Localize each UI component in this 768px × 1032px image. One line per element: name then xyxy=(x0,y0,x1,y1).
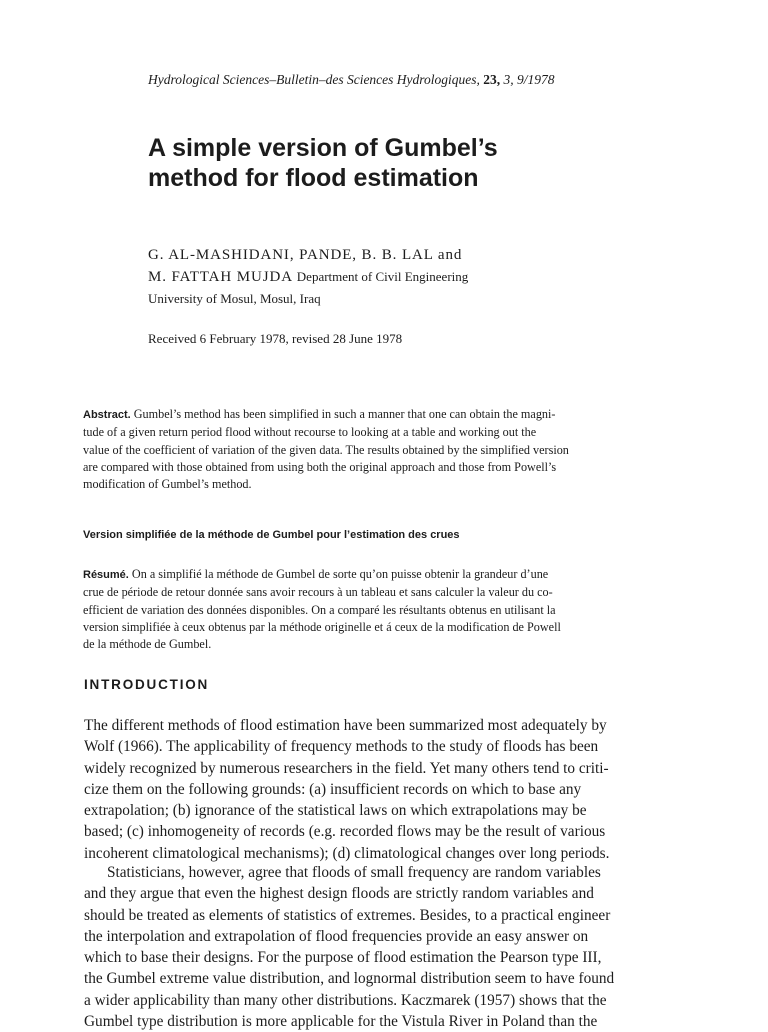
body-line: a wider applicability than many other distributions. Kaczmarek (1957) shows that the xyxy=(84,991,607,1009)
received-date: Received 6 February 1978, revised 28 June 1978 xyxy=(148,331,403,346)
paragraph-1 xyxy=(84,715,698,864)
section-heading: INTRODUCTION xyxy=(84,677,210,692)
department: Department of Civil Engineering xyxy=(296,269,469,284)
resume-line: crue de période de retour donnée sans avoir recours à un tableau et sans calculer la valeur du co- xyxy=(83,585,553,600)
abstract xyxy=(83,406,697,493)
journal-name: Hydrological Sciences–Bulletin–des Sciences Hydrologiques, xyxy=(148,72,480,87)
abstract-label: Abstract. xyxy=(83,409,131,421)
body-line: the Gumbel extreme value distribution, and lognormal distribution seem to have found xyxy=(84,970,615,988)
body-line: based; (c) inhomogeneity of records (e.g. recorded flows may be the result of various xyxy=(84,823,606,841)
resume-line: efficient de variation des données disponibles. On a comparé les résultants obtenus en utilisant la xyxy=(83,602,556,617)
abstract-line: Gumbel’s method has been simplified in such a manner that one can obtain the magni- xyxy=(133,407,556,421)
abstract-line: are compared with those obtained from using both the original approach and those from Powell’s xyxy=(83,459,557,474)
body-line: widely recognized by numerous researchers in the field. Yet many others tend to criti- xyxy=(84,759,609,777)
author-name: M. FATTAH MUJDA xyxy=(148,269,293,285)
resume-line: On a simplifié la méthode de Gumbel de sorte qu’on puisse obtenir la grandeur d’une xyxy=(131,567,549,581)
journal-citation xyxy=(148,72,555,88)
body-line: The different methods of flood estimation have been summarized most adequately by xyxy=(84,717,607,734)
body-line: which to base their designs. For the purpose of flood estimation the Pearson type III, xyxy=(84,949,602,967)
title-line-2: method for flood estimation xyxy=(148,164,479,192)
body-line: Wolf (1966). The applicability of frequency methods to the study of floods has been xyxy=(84,738,599,756)
affiliation: University of Mosul, Mosul, Iraq xyxy=(148,291,321,306)
author-block xyxy=(148,245,468,309)
authors-line-2 xyxy=(148,266,468,288)
resume-line: version simplifiée à ceux obtenus par la méthode originelle et á ceux de la modification de Powell xyxy=(83,619,561,634)
body-line: Gumbel type distribution is more applicable for the Vistula River in Poland than the xyxy=(84,1013,598,1031)
journal-volume: 23, xyxy=(483,72,501,87)
french-title: Version simplifiée de la méthode de Gumbel pour l’estimation des crues xyxy=(83,529,460,541)
body-line: Statisticians, however, agree that floods of small frequency are random variables xyxy=(107,864,601,881)
resume-line: de la méthode de Gumbel. xyxy=(83,637,212,652)
body-line: and they argue that even the highest design floods are strictly random variables and xyxy=(84,885,594,903)
body-line: extrapolation; (b) ignorance of the statistical laws on which extrapolations may be xyxy=(84,802,587,820)
body-line: incoherent climatological mechanisms); (d) climatological changes over long periods. xyxy=(84,844,610,862)
title-line-1: A simple version of Gumbel’s xyxy=(148,134,498,162)
resume xyxy=(83,566,697,653)
body-line: the interpolation and extrapolation of flood frequencies provide an easy answer on xyxy=(84,927,589,945)
abstract-line: modification of Gumbel’s method. xyxy=(83,477,252,492)
abstract-line: value of the coefficient of variation of the given data. The results obtained by the simplified version xyxy=(83,442,569,457)
body-line: should be treated as elements of statistics of extremes. Besides, to a practical engineer xyxy=(84,906,611,924)
body-line: cize them on the following grounds: (a) insufficient records on which to base any xyxy=(84,780,582,798)
resume-label: Résumé. xyxy=(83,569,129,581)
journal-issue: 3, 9/1978 xyxy=(503,72,555,87)
paragraph-2 xyxy=(84,862,698,1032)
abstract-line: tude of a given return period flood without recourse to looking at a table and working out the xyxy=(83,425,537,440)
authors-line-1: G. AL-MASHIDANI, PANDE, B. B. LAL and xyxy=(148,247,463,263)
paper-title xyxy=(148,133,498,193)
